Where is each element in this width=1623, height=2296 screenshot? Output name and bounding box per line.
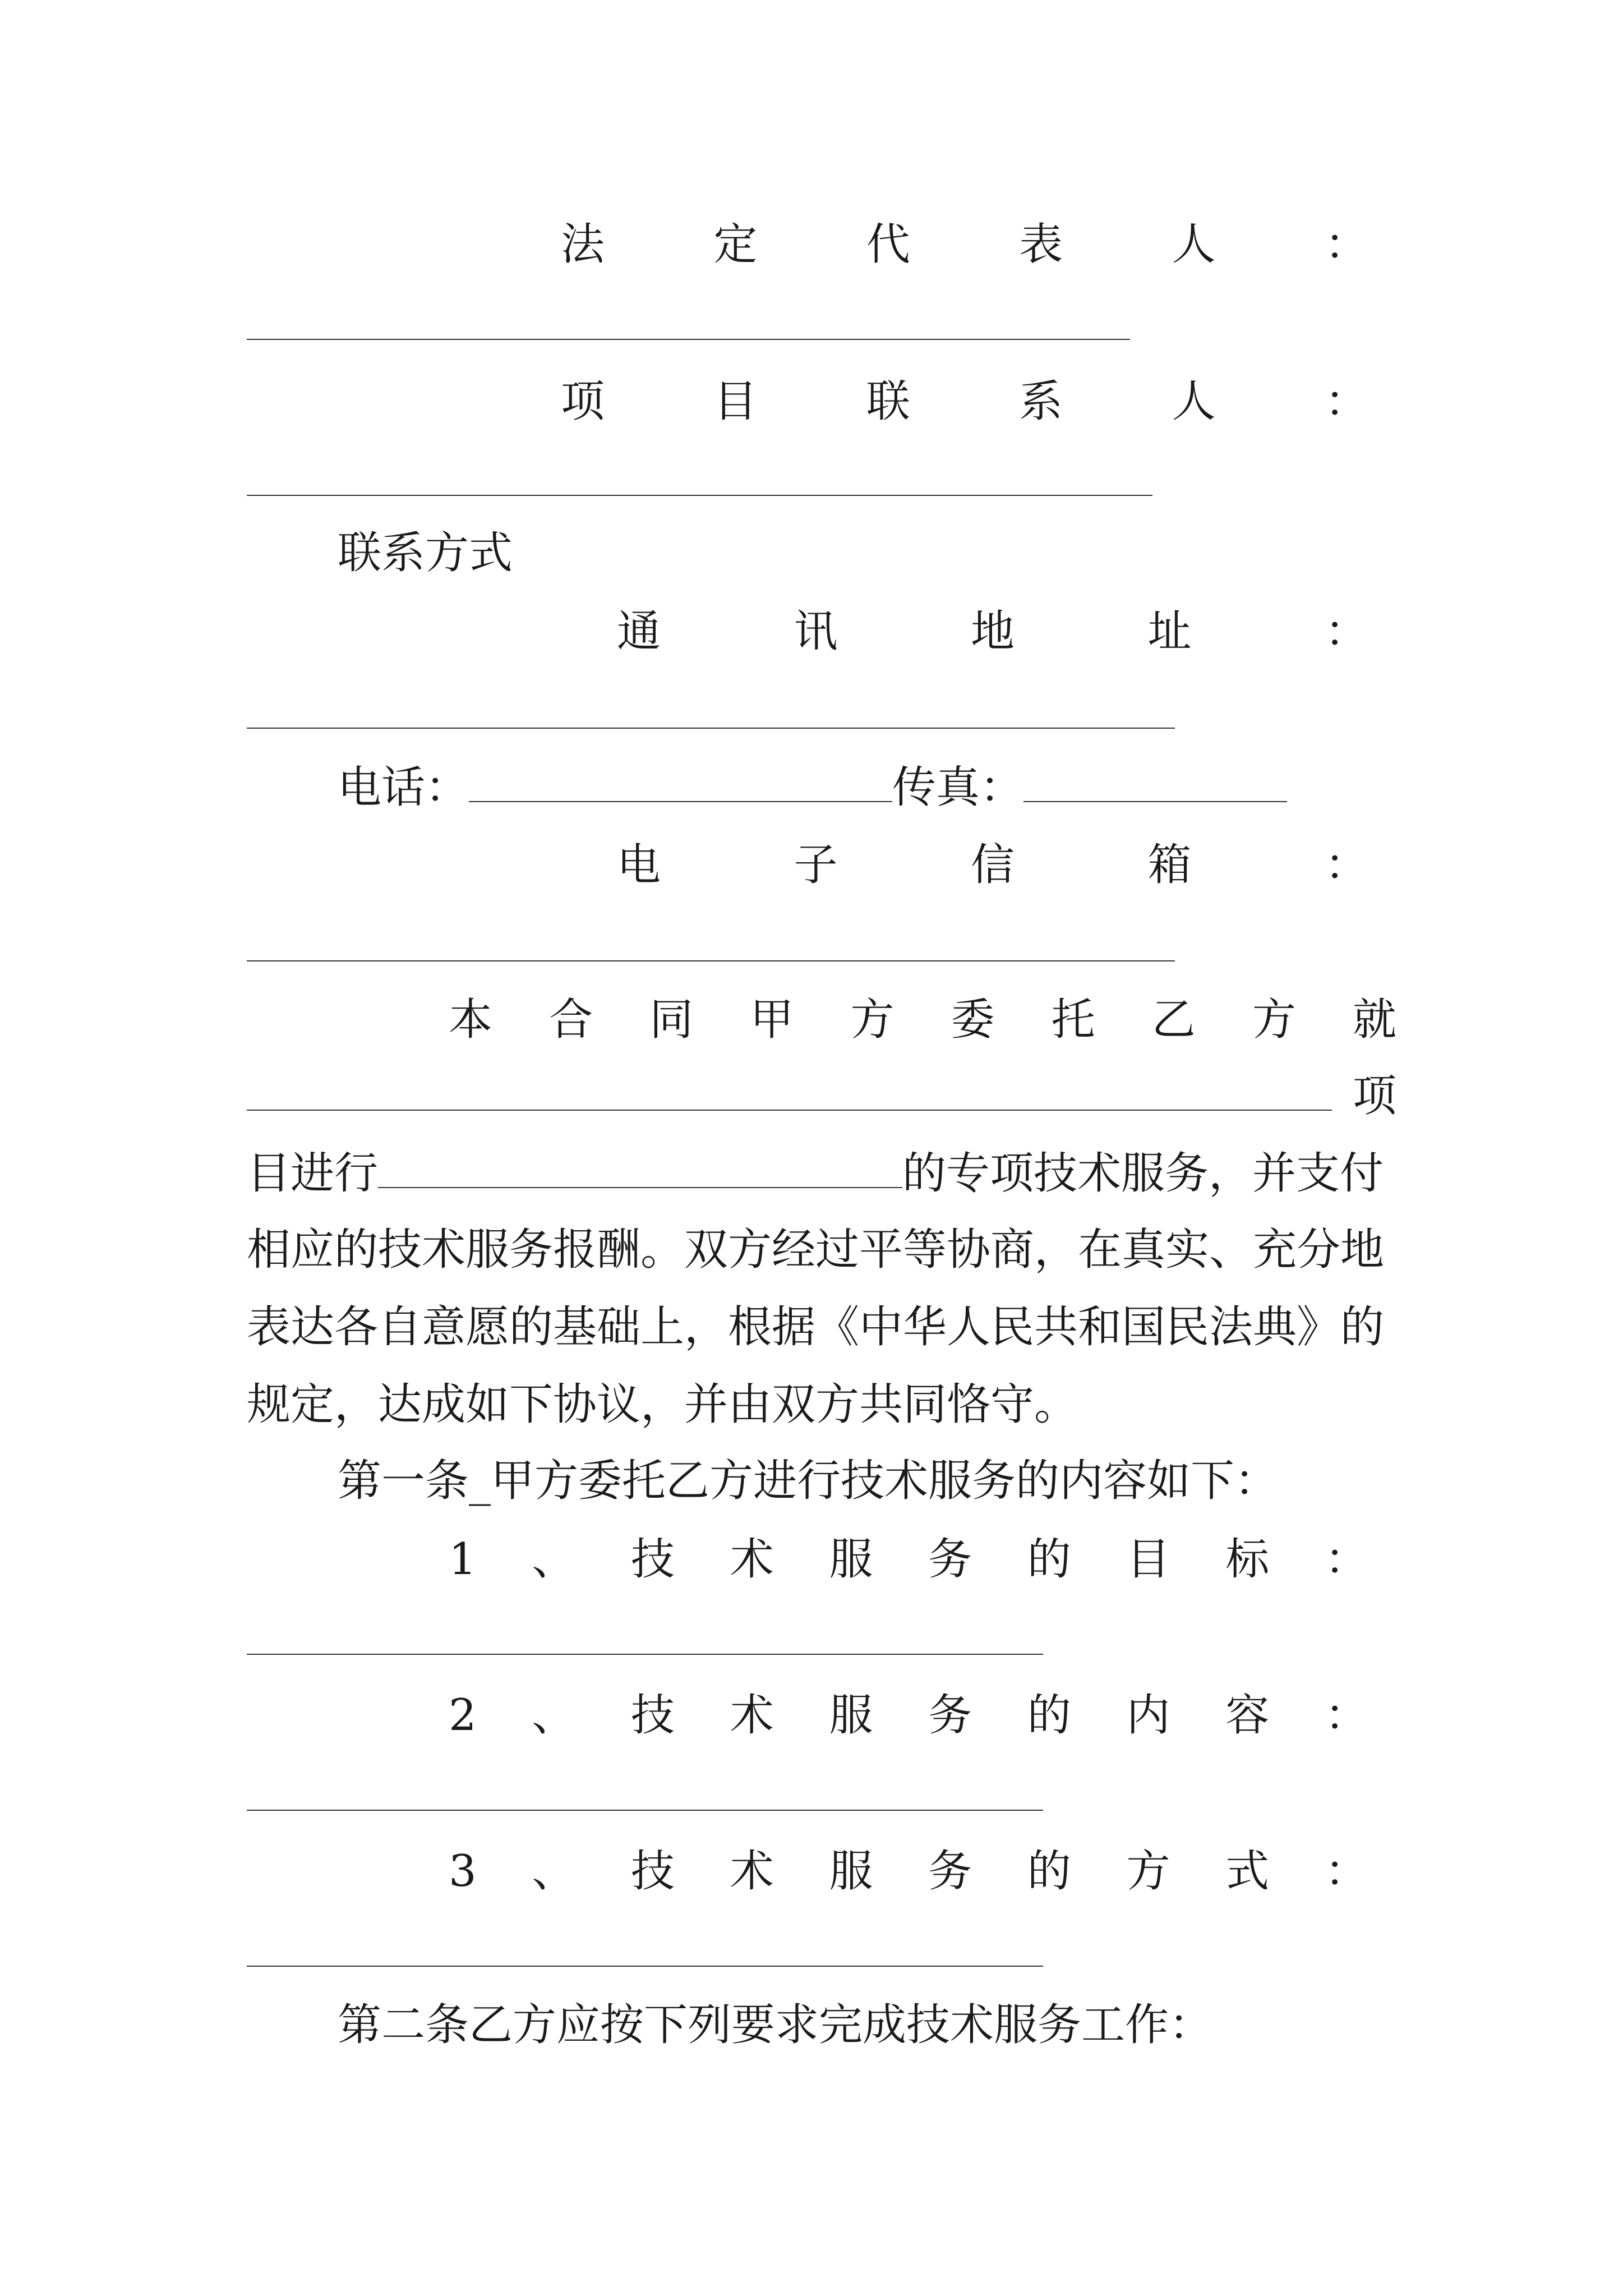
fax-blank[interactable]	[1023, 762, 1287, 802]
phone-fax-line	[338, 761, 1287, 815]
address-label: 通 讯 地 址 ：	[617, 606, 1368, 657]
item-2-blank[interactable]	[247, 1810, 1043, 1811]
intro-line-2: 目进行 的专项技术服务，并支付	[247, 1148, 1384, 1199]
legal-rep-blank[interactable]	[247, 339, 1130, 340]
intro-line-4: 表达各自意愿的基础上，根据《中华人民共和国民法典》的	[247, 1302, 1385, 1352]
intro-line-3: 相应的技术服务报酬。双方经过平等协商，在真实、充分地	[247, 1225, 1385, 1275]
address-blank[interactable]	[247, 728, 1175, 729]
item-1-blank[interactable]	[247, 1654, 1043, 1655]
article-1-title: 第一条_甲方委托乙方进行技术服务的内容如下：	[338, 1456, 1279, 1506]
phone-blank[interactable]	[469, 762, 892, 802]
intro-line-5: 规定，达成如下协议，并由双方共同恪守。	[247, 1379, 1078, 1430]
article-1-item-3: 3 、 技 术 服 务 的 方 式 ：	[449, 1846, 1368, 1897]
item-3-blank[interactable]	[247, 1966, 1043, 1967]
intro-spread-line: 本 合 同 甲 方 委 托 乙 方 就	[449, 995, 1396, 1045]
project-contact-label: 项 目 联 系 人 ：	[561, 376, 1368, 427]
legal-rep-label: 法 定 代 表 人 ：	[561, 219, 1368, 270]
article-1-item-1: 1 、 技 术 服 务 的 目 标 ：	[449, 1534, 1368, 1585]
contact-method-heading: 联系方式	[338, 528, 513, 578]
phone-label: 电话：	[338, 762, 469, 813]
email-blank[interactable]	[247, 960, 1175, 961]
intro-xiang: 项	[1353, 1071, 1397, 1121]
fax-label: 传真：	[892, 762, 1024, 813]
service-type-blank[interactable]	[378, 1148, 902, 1188]
email-label: 电 子 信 箱 ：	[617, 840, 1368, 890]
article-1-item-2: 2 、 技 术 服 务 的 内 容 ：	[449, 1690, 1368, 1741]
project-name-blank[interactable]	[247, 1110, 1332, 1111]
article-2-title: 第二条乙方应按下列要求完成技术服务工作：	[338, 2000, 1213, 2050]
project-contact-blank[interactable]	[247, 495, 1152, 496]
